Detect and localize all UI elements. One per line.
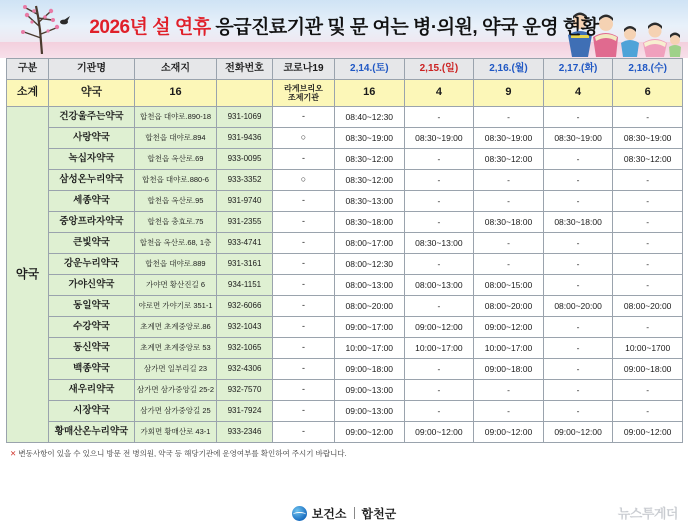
row-phone: 931-9436 bbox=[217, 128, 273, 149]
row-covid: - bbox=[273, 212, 335, 233]
row-covid: - bbox=[273, 401, 335, 422]
row-address: 합천읍 충효로.75 bbox=[135, 212, 217, 233]
row-address: 합천읍 옥산로.69 bbox=[135, 149, 217, 170]
row-hours-day-3: - bbox=[543, 254, 613, 275]
page-footer bbox=[0, 496, 688, 530]
row-address: 삼가면 삼가중앙길 25-2 bbox=[135, 380, 217, 401]
row-covid: - bbox=[273, 275, 335, 296]
row-hours-day-0: 10:00~17:00 bbox=[335, 338, 405, 359]
table-row bbox=[7, 380, 683, 401]
row-phone: 933-4741 bbox=[217, 233, 273, 254]
row-covid: - bbox=[273, 254, 335, 275]
row-covid: ○ bbox=[273, 128, 335, 149]
organization-mark bbox=[292, 505, 397, 522]
header-address: 소재지 bbox=[135, 59, 217, 80]
pharmacy-schedule-table bbox=[6, 58, 683, 443]
row-hours-day-3: - bbox=[543, 191, 613, 212]
summary-label: 소계 bbox=[7, 80, 49, 107]
row-hours-day-1: - bbox=[404, 401, 474, 422]
row-institution: 동신약국 bbox=[49, 338, 135, 359]
page-title bbox=[0, 12, 688, 39]
row-hours-day-4: 09:00~12:00 bbox=[613, 422, 683, 443]
row-hours-day-3: - bbox=[543, 107, 613, 128]
header-date-0214: 2,14.(토) bbox=[335, 59, 405, 80]
row-hours-day-0: 09:00~13:00 bbox=[335, 401, 405, 422]
row-hours-day-0: 09:00~12:00 bbox=[335, 422, 405, 443]
row-hours-day-1: - bbox=[404, 149, 474, 170]
row-hours-day-2: - bbox=[474, 107, 544, 128]
row-hours-day-0: 08:30~18:00 bbox=[335, 212, 405, 233]
row-phone: 931-3161 bbox=[217, 254, 273, 275]
row-hours-day-1: - bbox=[404, 296, 474, 317]
table-row bbox=[7, 359, 683, 380]
row-hours-day-0: 08:30~12:00 bbox=[335, 149, 405, 170]
row-hours-day-0: 09:00~17:00 bbox=[335, 317, 405, 338]
table-header-row bbox=[7, 59, 683, 80]
row-institution: 삼성온누리약국 bbox=[49, 170, 135, 191]
row-hours-day-3: 08:30~18:00 bbox=[543, 212, 613, 233]
row-address: 삼가면 삼가중앙길 25 bbox=[135, 401, 217, 422]
row-hours-day-4: - bbox=[613, 254, 683, 275]
row-address: 합천읍 대야로.880-6 bbox=[135, 170, 217, 191]
note-marker: ✕ bbox=[10, 449, 17, 458]
summary-row bbox=[7, 80, 683, 107]
header-phone: 전화번호 bbox=[217, 59, 273, 80]
page-title-rest: 응급진료기관 및 문 여는 병·의원, 약국 운영 현황 bbox=[215, 17, 599, 38]
row-hours-day-3: - bbox=[543, 380, 613, 401]
row-hours-day-0: 09:00~13:00 bbox=[335, 380, 405, 401]
table-row bbox=[7, 275, 683, 296]
row-covid: - bbox=[273, 380, 335, 401]
summary-covid: 라게브리오 조제기관 bbox=[273, 80, 335, 107]
row-hours-day-0: 08:30~13:00 bbox=[335, 191, 405, 212]
row-address: 야로면 가야기로 351-1 bbox=[135, 296, 217, 317]
row-covid: - bbox=[273, 422, 335, 443]
header-institution: 기관명 bbox=[49, 59, 135, 80]
row-hours-day-1: 08:30~13:00 bbox=[404, 233, 474, 254]
row-covid: - bbox=[273, 338, 335, 359]
summary-phone bbox=[217, 80, 273, 107]
row-hours-day-3: 08:00~20:00 bbox=[543, 296, 613, 317]
row-hours-day-2: 08:00~15:00 bbox=[474, 275, 544, 296]
row-hours-day-0: 08:30~19:00 bbox=[335, 128, 405, 149]
row-institution: 녹십자약국 bbox=[49, 149, 135, 170]
row-covid: - bbox=[273, 191, 335, 212]
row-hours-day-1: - bbox=[404, 380, 474, 401]
row-hours-day-4: - bbox=[613, 107, 683, 128]
row-hours-day-1: - bbox=[404, 359, 474, 380]
row-institution: 수강약국 bbox=[49, 317, 135, 338]
row-hours-day-2: 08:00~20:00 bbox=[474, 296, 544, 317]
row-hours-day-2: 08:30~12:00 bbox=[474, 149, 544, 170]
row-institution: 시장약국 bbox=[49, 401, 135, 422]
row-hours-day-1: 09:00~12:00 bbox=[404, 422, 474, 443]
row-hours-day-4: - bbox=[613, 212, 683, 233]
row-hours-day-4: - bbox=[613, 380, 683, 401]
disclaimer-note bbox=[10, 448, 688, 459]
row-hours-day-2: - bbox=[474, 401, 544, 422]
row-phone: 932-7570 bbox=[217, 380, 273, 401]
row-hours-day-1: - bbox=[404, 254, 474, 275]
row-hours-day-3: - bbox=[543, 317, 613, 338]
header-date-0215: 2,15.(일) bbox=[404, 59, 474, 80]
row-phone: 932-1043 bbox=[217, 317, 273, 338]
row-hours-day-3: 09:00~12:00 bbox=[543, 422, 613, 443]
row-hours-day-1: - bbox=[404, 212, 474, 233]
row-covid: - bbox=[273, 149, 335, 170]
row-address: 가회면 황매산로 43-1 bbox=[135, 422, 217, 443]
note-text: 변동사항이 있을 수 있으니 방문 전 병의원, 약국 등 해당기관에 운영여부를 확인하여 주시기 바랍니다. bbox=[18, 449, 347, 458]
row-phone: 933-3352 bbox=[217, 170, 273, 191]
table-body bbox=[7, 80, 683, 443]
row-hours-day-3: - bbox=[543, 233, 613, 254]
row-covid: ○ bbox=[273, 170, 335, 191]
table-row bbox=[7, 296, 683, 317]
row-hours-day-2: 09:00~18:00 bbox=[474, 359, 544, 380]
row-phone: 931-2355 bbox=[217, 212, 273, 233]
page-banner bbox=[0, 0, 688, 58]
row-hours-day-4: 08:00~20:00 bbox=[613, 296, 683, 317]
row-hours-day-1: 09:00~12:00 bbox=[404, 317, 474, 338]
row-hours-day-2: 08:30~18:00 bbox=[474, 212, 544, 233]
row-institution: 동일약국 bbox=[49, 296, 135, 317]
row-hours-day-1: 08:30~19:00 bbox=[404, 128, 474, 149]
row-phone: 933-0095 bbox=[217, 149, 273, 170]
row-hours-day-3: - bbox=[543, 170, 613, 191]
org-divider bbox=[354, 507, 355, 519]
row-phone: 932-1065 bbox=[217, 338, 273, 359]
summary-day-1: 4 bbox=[404, 80, 474, 107]
table-row bbox=[7, 212, 683, 233]
row-address: 합천읍 대야로.894 bbox=[135, 128, 217, 149]
row-phone: 934-1151 bbox=[217, 275, 273, 296]
watermark: 뉴스투게더 bbox=[617, 506, 678, 521]
row-institution: 백종약국 bbox=[49, 359, 135, 380]
row-hours-day-3: 08:30~19:00 bbox=[543, 128, 613, 149]
row-hours-day-2: 09:00~12:00 bbox=[474, 422, 544, 443]
row-hours-day-0: 08:00~12:30 bbox=[335, 254, 405, 275]
row-covid: - bbox=[273, 359, 335, 380]
table-row bbox=[7, 233, 683, 254]
row-covid: - bbox=[273, 233, 335, 254]
row-institution: 중앙프라자약국 bbox=[49, 212, 135, 233]
row-hours-day-3: - bbox=[543, 275, 613, 296]
summary-name: 약국 bbox=[49, 80, 135, 107]
row-hours-day-4: - bbox=[613, 170, 683, 191]
row-hours-day-0: 08:00~13:00 bbox=[335, 275, 405, 296]
row-phone: 931-7924 bbox=[217, 401, 273, 422]
header-date-0217: 2,17.(화) bbox=[543, 59, 613, 80]
row-hours-day-4: 08:30~12:00 bbox=[613, 149, 683, 170]
row-hours-day-0: 08:40~12:30 bbox=[335, 107, 405, 128]
table-row bbox=[7, 149, 683, 170]
table-row bbox=[7, 401, 683, 422]
table-row bbox=[7, 254, 683, 275]
row-hours-day-0: 08:00~17:00 bbox=[335, 233, 405, 254]
header-date-0216: 2,16.(월) bbox=[474, 59, 544, 80]
summary-day-0: 16 bbox=[335, 80, 405, 107]
row-institution: 세종약국 bbox=[49, 191, 135, 212]
table-row bbox=[7, 338, 683, 359]
row-hours-day-1: 08:00~13:00 bbox=[404, 275, 474, 296]
globe-icon bbox=[292, 506, 307, 521]
row-hours-day-3: - bbox=[543, 149, 613, 170]
row-covid: - bbox=[273, 107, 335, 128]
row-hours-day-1: - bbox=[404, 170, 474, 191]
row-hours-day-2: 08:30~19:00 bbox=[474, 128, 544, 149]
header-covid19: 코로나19 bbox=[273, 59, 335, 80]
table-row bbox=[7, 191, 683, 212]
row-institution: 황매산온누리약국 bbox=[49, 422, 135, 443]
row-hours-day-1: - bbox=[404, 107, 474, 128]
header-date-0218: 2,18.(수) bbox=[613, 59, 683, 80]
row-hours-day-4: 10:00~1700 bbox=[613, 338, 683, 359]
table-row bbox=[7, 422, 683, 443]
row-hours-day-0: 08:30~12:00 bbox=[335, 170, 405, 191]
row-covid: - bbox=[273, 317, 335, 338]
summary-day-4: 6 bbox=[613, 80, 683, 107]
row-hours-day-4: 08:30~19:00 bbox=[613, 128, 683, 149]
row-hours-day-3: - bbox=[543, 338, 613, 359]
row-institution: 가야신약국 bbox=[49, 275, 135, 296]
summary-count: 16 bbox=[135, 80, 217, 107]
page-title-prefix: 2026년 설 연휴 bbox=[89, 17, 211, 38]
row-phone: 931-1069 bbox=[217, 107, 273, 128]
row-hours-day-2: - bbox=[474, 191, 544, 212]
row-hours-day-2: - bbox=[474, 233, 544, 254]
row-phone: 931-9740 bbox=[217, 191, 273, 212]
summary-day-3: 4 bbox=[543, 80, 613, 107]
row-address: 초계면 초계중앙로.86 bbox=[135, 317, 217, 338]
row-phone: 932-6066 bbox=[217, 296, 273, 317]
row-hours-day-3: - bbox=[543, 401, 613, 422]
table-row bbox=[7, 317, 683, 338]
row-address: 합천읍 옥산로.95 bbox=[135, 191, 217, 212]
row-hours-day-2: 10:00~17:00 bbox=[474, 338, 544, 359]
row-institution: 새우리약국 bbox=[49, 380, 135, 401]
org-left-label: 보건소 bbox=[311, 506, 347, 521]
summary-day-2: 9 bbox=[474, 80, 544, 107]
row-hours-day-0: 08:00~20:00 bbox=[335, 296, 405, 317]
row-hours-day-3: - bbox=[543, 359, 613, 380]
row-phone: 932-4306 bbox=[217, 359, 273, 380]
row-hours-day-4: 09:00~18:00 bbox=[613, 359, 683, 380]
row-covid: - bbox=[273, 296, 335, 317]
row-address: 합천읍 대야로.889 bbox=[135, 254, 217, 275]
row-hours-day-4: - bbox=[613, 317, 683, 338]
row-phone: 933-2346 bbox=[217, 422, 273, 443]
row-hours-day-2: - bbox=[474, 170, 544, 191]
header-category: 구분 bbox=[7, 59, 49, 80]
table-row bbox=[7, 128, 683, 149]
org-right-label: 합천군 bbox=[361, 506, 397, 521]
table-row bbox=[7, 170, 683, 191]
row-hours-day-4: - bbox=[613, 191, 683, 212]
row-address: 초계면 초계중앙로 53 bbox=[135, 338, 217, 359]
row-hours-day-4: - bbox=[613, 233, 683, 254]
row-address: 삼가면 일부리길 23 bbox=[135, 359, 217, 380]
row-hours-day-4: - bbox=[613, 275, 683, 296]
category-cell: 약국 bbox=[7, 107, 49, 443]
row-address: 합천읍 대야로.890-18 bbox=[135, 107, 217, 128]
row-hours-day-2: 09:00~12:00 bbox=[474, 317, 544, 338]
row-hours-day-2: - bbox=[474, 380, 544, 401]
row-hours-day-0: 09:00~18:00 bbox=[335, 359, 405, 380]
schedule-table-wrap bbox=[0, 58, 688, 443]
row-institution: 사랑약국 bbox=[49, 128, 135, 149]
row-institution: 큰빛약국 bbox=[49, 233, 135, 254]
row-hours-day-2: - bbox=[474, 254, 544, 275]
row-institution: 건강울주는약국 bbox=[49, 107, 135, 128]
row-address: 가야면 황산진길 6 bbox=[135, 275, 217, 296]
row-hours-day-1: 10:00~17:00 bbox=[404, 338, 474, 359]
row-address: 합천읍 옥산로.68, 1층 bbox=[135, 233, 217, 254]
row-hours-day-1: - bbox=[404, 191, 474, 212]
table-row bbox=[7, 107, 683, 128]
row-institution: 강운누리약국 bbox=[49, 254, 135, 275]
row-hours-day-4: - bbox=[613, 401, 683, 422]
